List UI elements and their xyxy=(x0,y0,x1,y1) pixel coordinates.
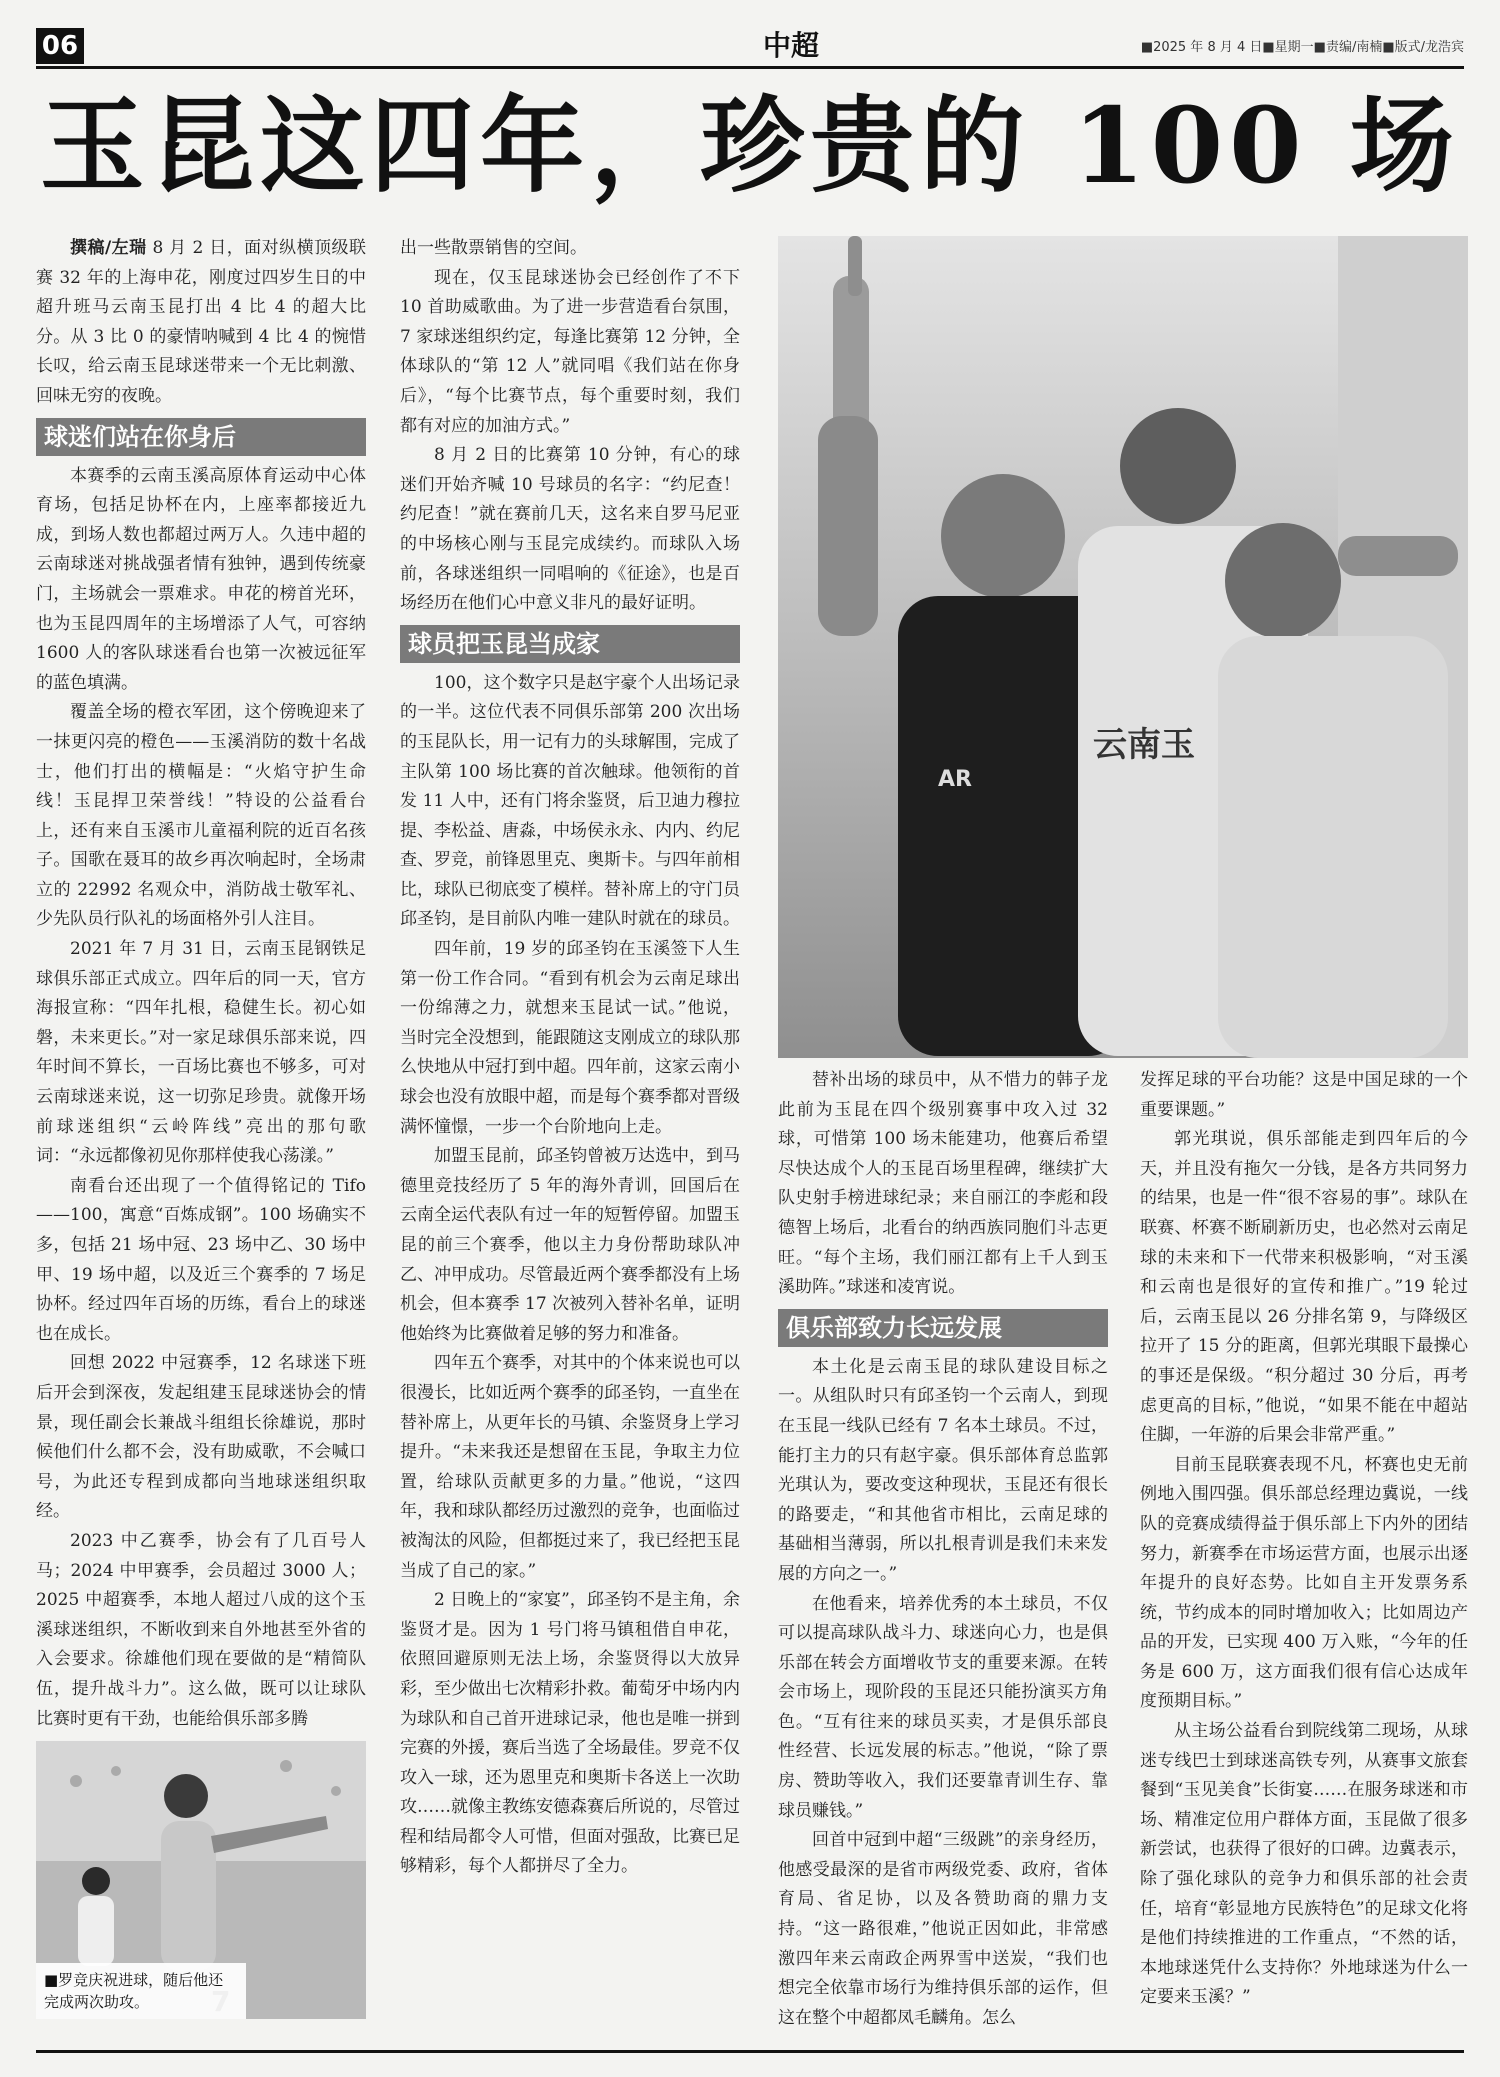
header-rule xyxy=(36,66,1464,69)
photo-main-jersey-text: 云南玉 xyxy=(1093,725,1195,765)
paragraph: 2023 中乙赛季，协会有了几百号人马；2024 中甲赛季，会员超过 3000 人；2025 中超赛季，本地人超过八成的这个玉溪球迷组织，不断收到来自外地甚至外省的入会要求。徐雄他们现在要做的是“精简队伍，提升战斗力”。这么做，既可以让球队比赛时更有干劲，也能给俱乐部多腾 xyxy=(36,1530,366,1729)
paragraph: 本土化是云南玉昆的球队建设目标之一。从组队时只有邱圣钧一个云南人，到现在玉昆一线队已经有 7 名本土球员。不过，能打主力的只有赵宇豪。俱乐部体育总监郭光琪认为，要改变这种现状，玉昆还有很长的路要走，“和其他省市相比，云南足球的基础相当薄弱，所以扎根青训是我们未来发展的方向之一。” xyxy=(778,1356,1108,1584)
paragraph: 本赛季的云南玉溪高原体育运动中心体育场，包括足协杯在内，上座率都接近九成，到场人数也都超过两万人。久违中超的云南球迷对挑战强者情有独钟，遇到传统豪门，主场就会一票难求。申花的榜首光环，也为玉昆四周年的主场增添了人气，可容纳 1600 人的客队球迷看台也第一次被远征军的蓝色填满。 xyxy=(36,465,366,693)
footer-rule xyxy=(36,2050,1464,2053)
subhead-players: 球员把玉昆当成家 xyxy=(400,625,740,663)
section-name: 中超 xyxy=(762,29,819,62)
paragraph: 发挥足球的平台功能？这是中国足球的一个重要课题。” xyxy=(1140,1070,1468,1120)
paragraph: 加盟玉昆前，邱圣钧曾被万达选中，到马德里竞技经历了 5 年的海外青训，回国后在云南全运代表队有过一年的短暂停留。加盟玉昆的前三个赛季，他以主力身份帮助球队冲乙、冲甲成功。尽管最近两个赛季都没有上场机会，但本赛季 17 次被列入替补名单，证明他始终为比赛做着足够的努力和准备。 xyxy=(400,1146,740,1344)
paragraph: 替补出场的球员中，从不惜力的韩子龙此前为玉昆在四个级别赛事中攻入过 32 球，可惜第 100 场未能建功，他赛后希望尽快达成个人的玉昆百场里程碑，继续扩大队史射手榜进球纪录；来自丽江的李彪和段德智上场后，北看台的纳西族同胞们斗志更旺。“每个主场，我们丽江都有上千人到玉溪助阵。”球迷和凌宵说。 xyxy=(778,1070,1108,1298)
paragraph: 回想 2022 中冠赛季，12 名球迷下班后开会到深夜，发起组建玉昆球迷协会的情景，现任副会长兼战斗组组长徐雄说，那时候他们什么都不会，没有助威歌，不会喊口号，为此还专程到成都向当地球迷组织取经。 xyxy=(36,1353,366,1522)
subhead-fans: 球迷们站在你身后 xyxy=(36,418,366,456)
paragraph: 2 日晚上的“家宴”，邱圣钧不是主角，余鉴贤才是。因为 1 号门将马镇租借自申花，依照回避原则无法上场，余鉴贤得以大放异彩，至少做出七次精彩扑救。葡萄牙中场内内为球队和自己首开进球记录，他也是唯一拼到完赛的外援，赛后当选了全场最佳。罗竞不仅攻入一球，还为恩里克和奥斯卡各送上一次助攻……就像主教练安德森赛后所说的，尽管过程和结局都令人可惜，但面对强敌，比赛已足够精彩，每个人都拼尽了全力。 xyxy=(400,1590,740,1877)
page-header xyxy=(36,28,1464,66)
paragraph: 四年前，19 岁的邱圣钧在玉溪签下人生第一份工作合同。“看到有机会为云南足球出一份绵薄之力，就想来玉昆试一试。”他说，当时完全没想到，能跟随这支刚成立的球队那么快地从中冠打到中超。四年前，这家云南小球会也没有放眼中超，而是每个赛季都对晋级满怀憧憬，一步一个台阶地向上走。 xyxy=(400,939,740,1137)
paragraph: 100，这个数字只是赵宇豪个人出场记录的一半。这位代表不同俱乐部第 200 次出场的玉昆队长，用一记有力的头球解围，完成了主队第 100 场比赛的首次触球。他领衔的首发 11 人中，还有门将余鉴贤，后卫迪力穆拉提、李松益、唐淼，中场侯永永、内内、约尼查、罗竞，前锋恩里克、奥斯卡。与四年前相比，球队已彻底变了模样。替补席上的守门员邱圣钧，是目前队内唯一建队时就在的球员。 xyxy=(400,672,740,930)
byline: 撰稿/左瑞 xyxy=(70,238,147,258)
paragraph: 回首中冠到中超“三级跳”的亲身经历，他感受最深的是省市两级党委、政府，省体育局、省足协，以及各赞助商的鼎力支持。“这一路很难，”他说正因如此，非常感激四年来云南政企两界雪中送炭，“我们也想完全依靠市场行为维持俱乐部的运作，但这在整个中超都凤毛麟角。怎么 xyxy=(778,1830,1108,2028)
column-3 xyxy=(778,1066,1108,2036)
paragraph: 目前玉昆联赛表现不凡，杯赛也史无前例地入围四强。俱乐部总经理边冀说，一线队的竞赛成绩得益于俱乐部上下内外的团结努力，新赛季在市场运营方面，也展示出逐年提升的良好态势。比如自主开发票务系统，节约成本的同时增加收入；比如周边产品的开发，已实现 400 万入账，“今年的任务是 600 万，这方面我们很有信心达成年度预期目标。” xyxy=(1140,1454,1468,1712)
paragraph: 在他看来，培养优秀的本土球员，不仅可以提高球队战斗力、球迷向心力，也是俱乐部在转会方面增收节支的重要来源。在转会市场上，现阶段的玉昆还只能扮演买方角色。“互有往来的球员买卖，才是俱乐部良性经营、长远发展的标志。”他说，“除了票房、赞助等收入，我们还要靠青训生存、靠球员赚钱。” xyxy=(778,1593,1108,1821)
paragraph: 南看台还出现了一个值得铭记的 Tifo——100，寓意“百炼成钢”。100 场确实不多，包括 21 场中冠、23 场中乙、30 场中甲、19 场中超，以及近三个赛季的 7 场足协杯。经过四年百场的历练，看台上的球迷也在成长。 xyxy=(36,1175,366,1344)
photo-small xyxy=(36,1741,366,2019)
column-2 xyxy=(400,234,740,2034)
photo-main-brand-text: AR xyxy=(938,767,972,792)
paragraph: 8 月 2 日的比赛第 10 分钟，有心的球迷们开始齐喊 10 号球员的名字：“约尼查！约尼查！”就在赛前几天，这名来自罗马尼亚的中场核心刚与玉昆完成续约。而球队入场前，各球迷组织一同唱响的《征途》，也是百场经历在他们心中意义非凡的最好证明。 xyxy=(400,445,740,614)
page-number: 06 xyxy=(36,28,84,64)
dateline: ■2025 年 8 月 4 日■星期一■责编/南楠■版式/龙浩宾 xyxy=(1140,40,1464,55)
paragraph: 郭光琪说，俱乐部能走到四年后的今天，并且没有拖欠一分钱，是各方共同努力的结果，也是一件“很不容易的事”。球队在联赛、杯赛不断刷新历史，也必然对云南足球的未来和下一代带来积极影响，“对玉溪和云南也是很好的宣传和推广。”19 轮过后，云南玉昆以 26 分排名第 9，与降级区拉开了 15 分的距离，但郭光琪眼下最操心的事还是保级。“积分超过 30 分后，再考虑更高的目标，”他说，“如果不能在中超站住脚，一年游的后果会非常严重。” xyxy=(1140,1129,1468,1446)
photo-small-caption: ■罗竞庆祝进球，随后他还完成两次助攻。 xyxy=(36,1963,246,2019)
paragraph: 四年五个赛季，对其中的个体来说也可以很漫长，比如近两个赛季的邱圣钧，一直坐在替补席上，从更年长的马镇、余鉴贤身上学习提升。“未来我还是想留在玉昆，争取主力位置，给球队贡献更多的力量。”他说，“这四年，我和球队都经历过激烈的竞争，也面临过被淘汰的风险，但都挺过来了，我已经把玉昆当成了自己的家。” xyxy=(400,1353,740,1581)
column-1 xyxy=(36,234,366,1732)
column-4 xyxy=(1140,1066,1468,2036)
photo-main-image xyxy=(778,236,1468,1058)
paragraph: 现在，仅玉昆球迷协会已经创作了不下 10 首助威歌曲。为了进一步营造看台氛围，7 家球迷组织约定，每逢比赛第 12 分钟，全体球队的“第 12 人”就同唱《我们站在你身后》，“每个比赛节点，每个重要时刻，我们都有对应的加油方式。” xyxy=(400,267,740,436)
headline: 玉昆这四年，珍贵的 100 场 xyxy=(40,84,1460,207)
paragraph: 覆盖全场的橙衣军团，这个傍晚迎来了一抹更闪亮的橙色——玉溪消防的数十名战士，他们打出的横幅是：“火焰守护生命线！玉昆捍卫荣誉线！”特设的公益看台上，还有来自玉溪市儿童福利院的近百名孩子。国歌在聂耳的故乡再次响起时，全场肃立的 22992 名观众中，消防战士敬军礼、少先队员行队礼的场面格外引人注目。 xyxy=(36,702,366,930)
lead-paragraph: 撰稿/左瑞 8 月 2 日，面对纵横顶级联赛 32 年的上海申花，刚度过四岁生日的中超升班马云南玉昆打出 4 比 4 的超大比分。从 3 比 0 的豪情呐喊到 4 比 4 的惋惜长叹，给云南玉昆球迷带来一个无比刺激、回味无穷的夜晚。 xyxy=(36,238,366,406)
subhead-club: 俱乐部致力长远发展 xyxy=(778,1309,1108,1347)
paragraph: 出一些散票销售的空间。 xyxy=(400,238,587,258)
photo-main xyxy=(778,236,1468,1058)
paragraph: 2021 年 7 月 31 日，云南玉昆钢铁足球俱乐部正式成立。四年后的同一天，官方海报宣称：“四年扎根，稳健生长。初心如磐，未来更长。”对一家足球俱乐部来说，四年时间不算长，一百场比赛也不够多，可对云南球迷来说，这一切弥足珍贵。就像开场前球迷组织“云岭阵线”亮出的那句歌词：“永远都像初见你那样使我心荡漾。” xyxy=(36,939,366,1167)
paragraph: 从主场公益看台到院线第二现场，从球迷专线巴士到球迷高铁专列，从赛事文旅套餐到“玉见美食”长街宴……在服务球迷和市场、精准定位用户群体方面，玉昆做了很多新尝试，也获得了很好的口碑。边冀表示，除了强化球队的竞争力和俱乐部的社会责任，培育“彰显地方民族特色”的足球文化将是他们持续推进的工作重点，“不然的话，本地球迷凭什么支持你？外地球迷为什么一定要来玉溪？” xyxy=(1140,1721,1468,2008)
